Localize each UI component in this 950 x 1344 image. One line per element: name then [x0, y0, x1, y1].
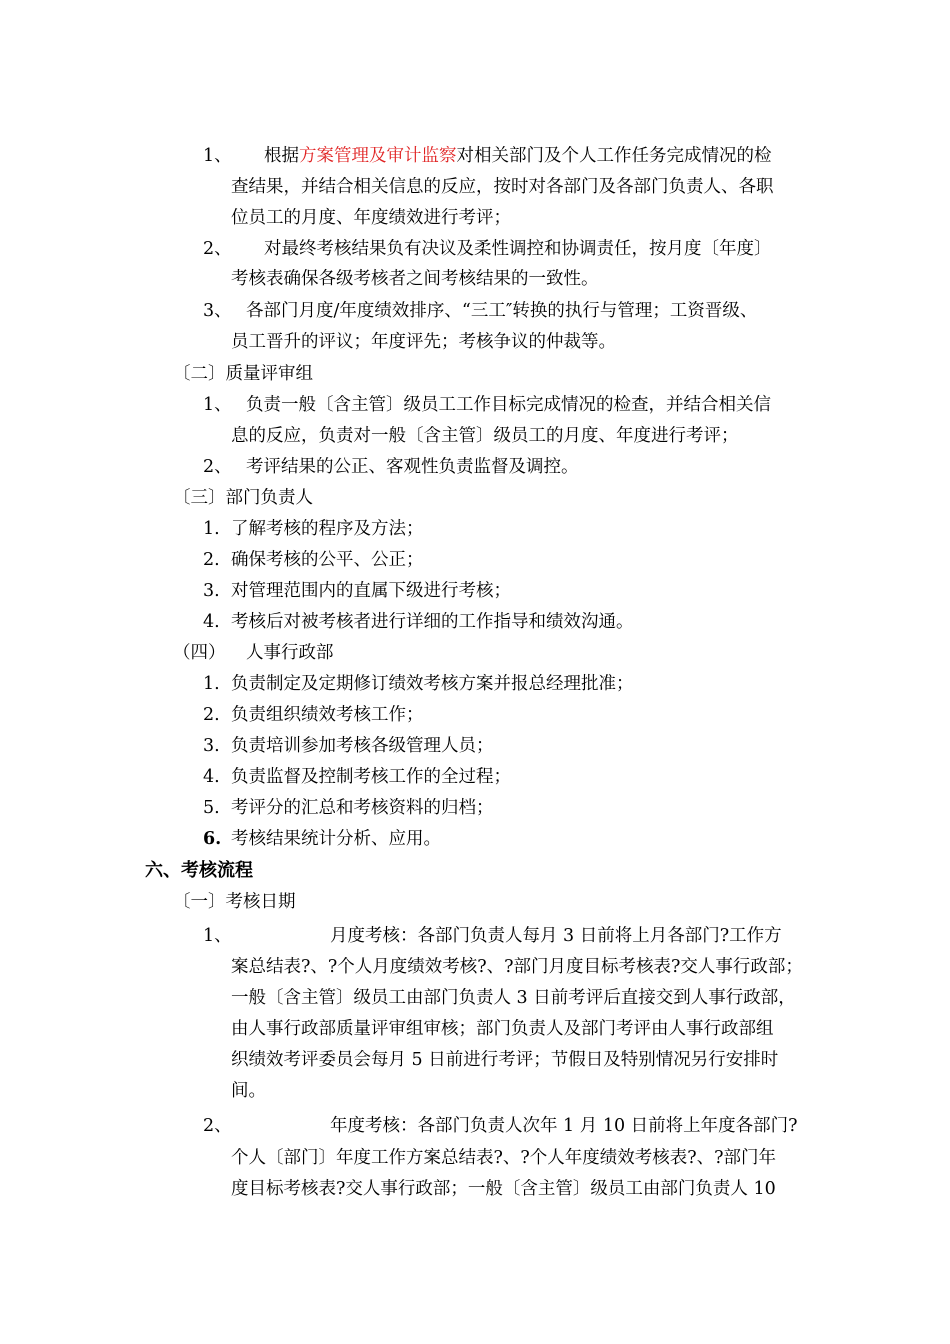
paragraph-line: 负责一般〔含主管〕级员工工作目标完成情况的检查，并结合相关信 — [246, 395, 771, 415]
paragraph-line: 员工晋升的评议；年度评先；考核争议的仲裁等。 — [231, 332, 616, 352]
paragraph-line: 考核表确保各级考核者之间考核结果的一致性。 — [231, 269, 599, 289]
list-item: 负责组织绩效考核工作； — [231, 705, 424, 725]
list-number: 3. — [203, 736, 220, 756]
paragraph-line: 对最终考核结果负有决议及柔性调控和协调责任，按月度〔年度〕 — [264, 239, 772, 259]
paragraph-line: 间。 — [231, 1081, 266, 1101]
paragraph-line: 位员工的月度、年度绩效进行考评； — [231, 208, 511, 228]
paragraph-line: 一般〔含主管〕级员工由部门负责人 3 日前考评后直接交到人事行政部， — [231, 988, 796, 1008]
section-heading: 〔一〕考核日期 — [173, 892, 296, 912]
paragraph-line: 考评结果的公正、客观性负责监督及调控。 — [246, 457, 579, 477]
section-heading: 人事行政部 — [246, 643, 334, 663]
text-run: 根据 — [264, 146, 299, 166]
list-number: 1、 — [203, 146, 232, 166]
list-item: 考核结果统计分析、应用。 — [231, 829, 441, 849]
list-item: 确保考核的公平、公正； — [231, 550, 424, 570]
list-number: 5. — [203, 798, 220, 818]
list-item: 对管理范围内的直属下级进行考核； — [231, 581, 511, 601]
list-number: 2. — [203, 705, 220, 725]
text-run: 对相关部门及个人工作任务完成情况的检 — [456, 146, 772, 166]
paragraph-line: 年度考核：各部门负责人次年 1 月 10 日前将上年度各部门? — [330, 1116, 798, 1136]
highlighted-text: 方案管理及审计监察 — [299, 146, 457, 166]
list-number: 3、 — [203, 301, 232, 321]
list-item: 负责监督及控制考核工作的全过程； — [231, 767, 511, 787]
list-item: 了解考核的程序及方法； — [231, 519, 424, 539]
list-number: 1、 — [203, 395, 232, 415]
list-number: 4. — [203, 767, 220, 787]
list-number: 6. — [203, 829, 222, 849]
section-heading: 〔三〕部门负责人 — [173, 488, 313, 508]
list-number: 1. — [203, 674, 220, 694]
list-number: 1. — [203, 519, 220, 539]
list-number: 2、 — [203, 239, 232, 259]
list-number: 3. — [203, 581, 220, 601]
paragraph-line: 由人事行政部质量评审组审核；部门负责人及部门考评由人事行政部组 — [231, 1019, 774, 1039]
paragraph-line: 织绩效考评委员会每月 5 日前进行考评；节假日及特别情况另行安排时 — [231, 1050, 779, 1070]
list-number: 2、 — [203, 457, 232, 477]
paragraph-line: 查结果，并结合相关信息的反应，按时对各部门及各部门负责人、各职 — [231, 177, 774, 197]
list-item: 考核后对被考核者进行详细的工作指导和绩效沟通。 — [231, 612, 634, 632]
list-number: 1、 — [203, 926, 232, 946]
list-item: 负责制定及定期修订绩效考核方案并报总经理批准； — [231, 674, 634, 694]
section-heading: 〔二〕质量评审组 — [173, 364, 313, 384]
paragraph-line: 个人〔部门〕年度工作方案总结表?、?个人年度绩效考核表?、?部门年 — [231, 1148, 777, 1168]
list-number: 4. — [203, 612, 220, 632]
chapter-heading: 六、考核流程 — [145, 860, 253, 881]
paragraph-line: 息的反应，负责对一般〔含主管〕级员工的月度、年度进行考评； — [231, 426, 739, 446]
paragraph-line: 度目标考核表?交人事行政部；一般〔含主管〕级员工由部门负责人 10 — [231, 1179, 776, 1199]
paragraph-line: 各部门月度/年度绩效排序、“三工″转换的执行与管理；工资晋级、 — [246, 301, 758, 321]
section-heading-number: （四） — [173, 643, 226, 663]
paragraph-line — [264, 145, 772, 167]
list-number: 2、 — [203, 1116, 232, 1136]
list-item: 负责培训参加考核各级管理人员； — [231, 736, 494, 756]
paragraph-line: 月度考核：各部门负责人每月 3 日前将上月各部门?工作方 — [330, 926, 782, 946]
list-item: 考评分的汇总和考核资料的归档； — [231, 798, 494, 818]
list-number: 2. — [203, 550, 220, 570]
paragraph-line: 案总结表?、?个人月度绩效考核?、?部门月度目标考核表?交人事行政部； — [231, 957, 803, 977]
